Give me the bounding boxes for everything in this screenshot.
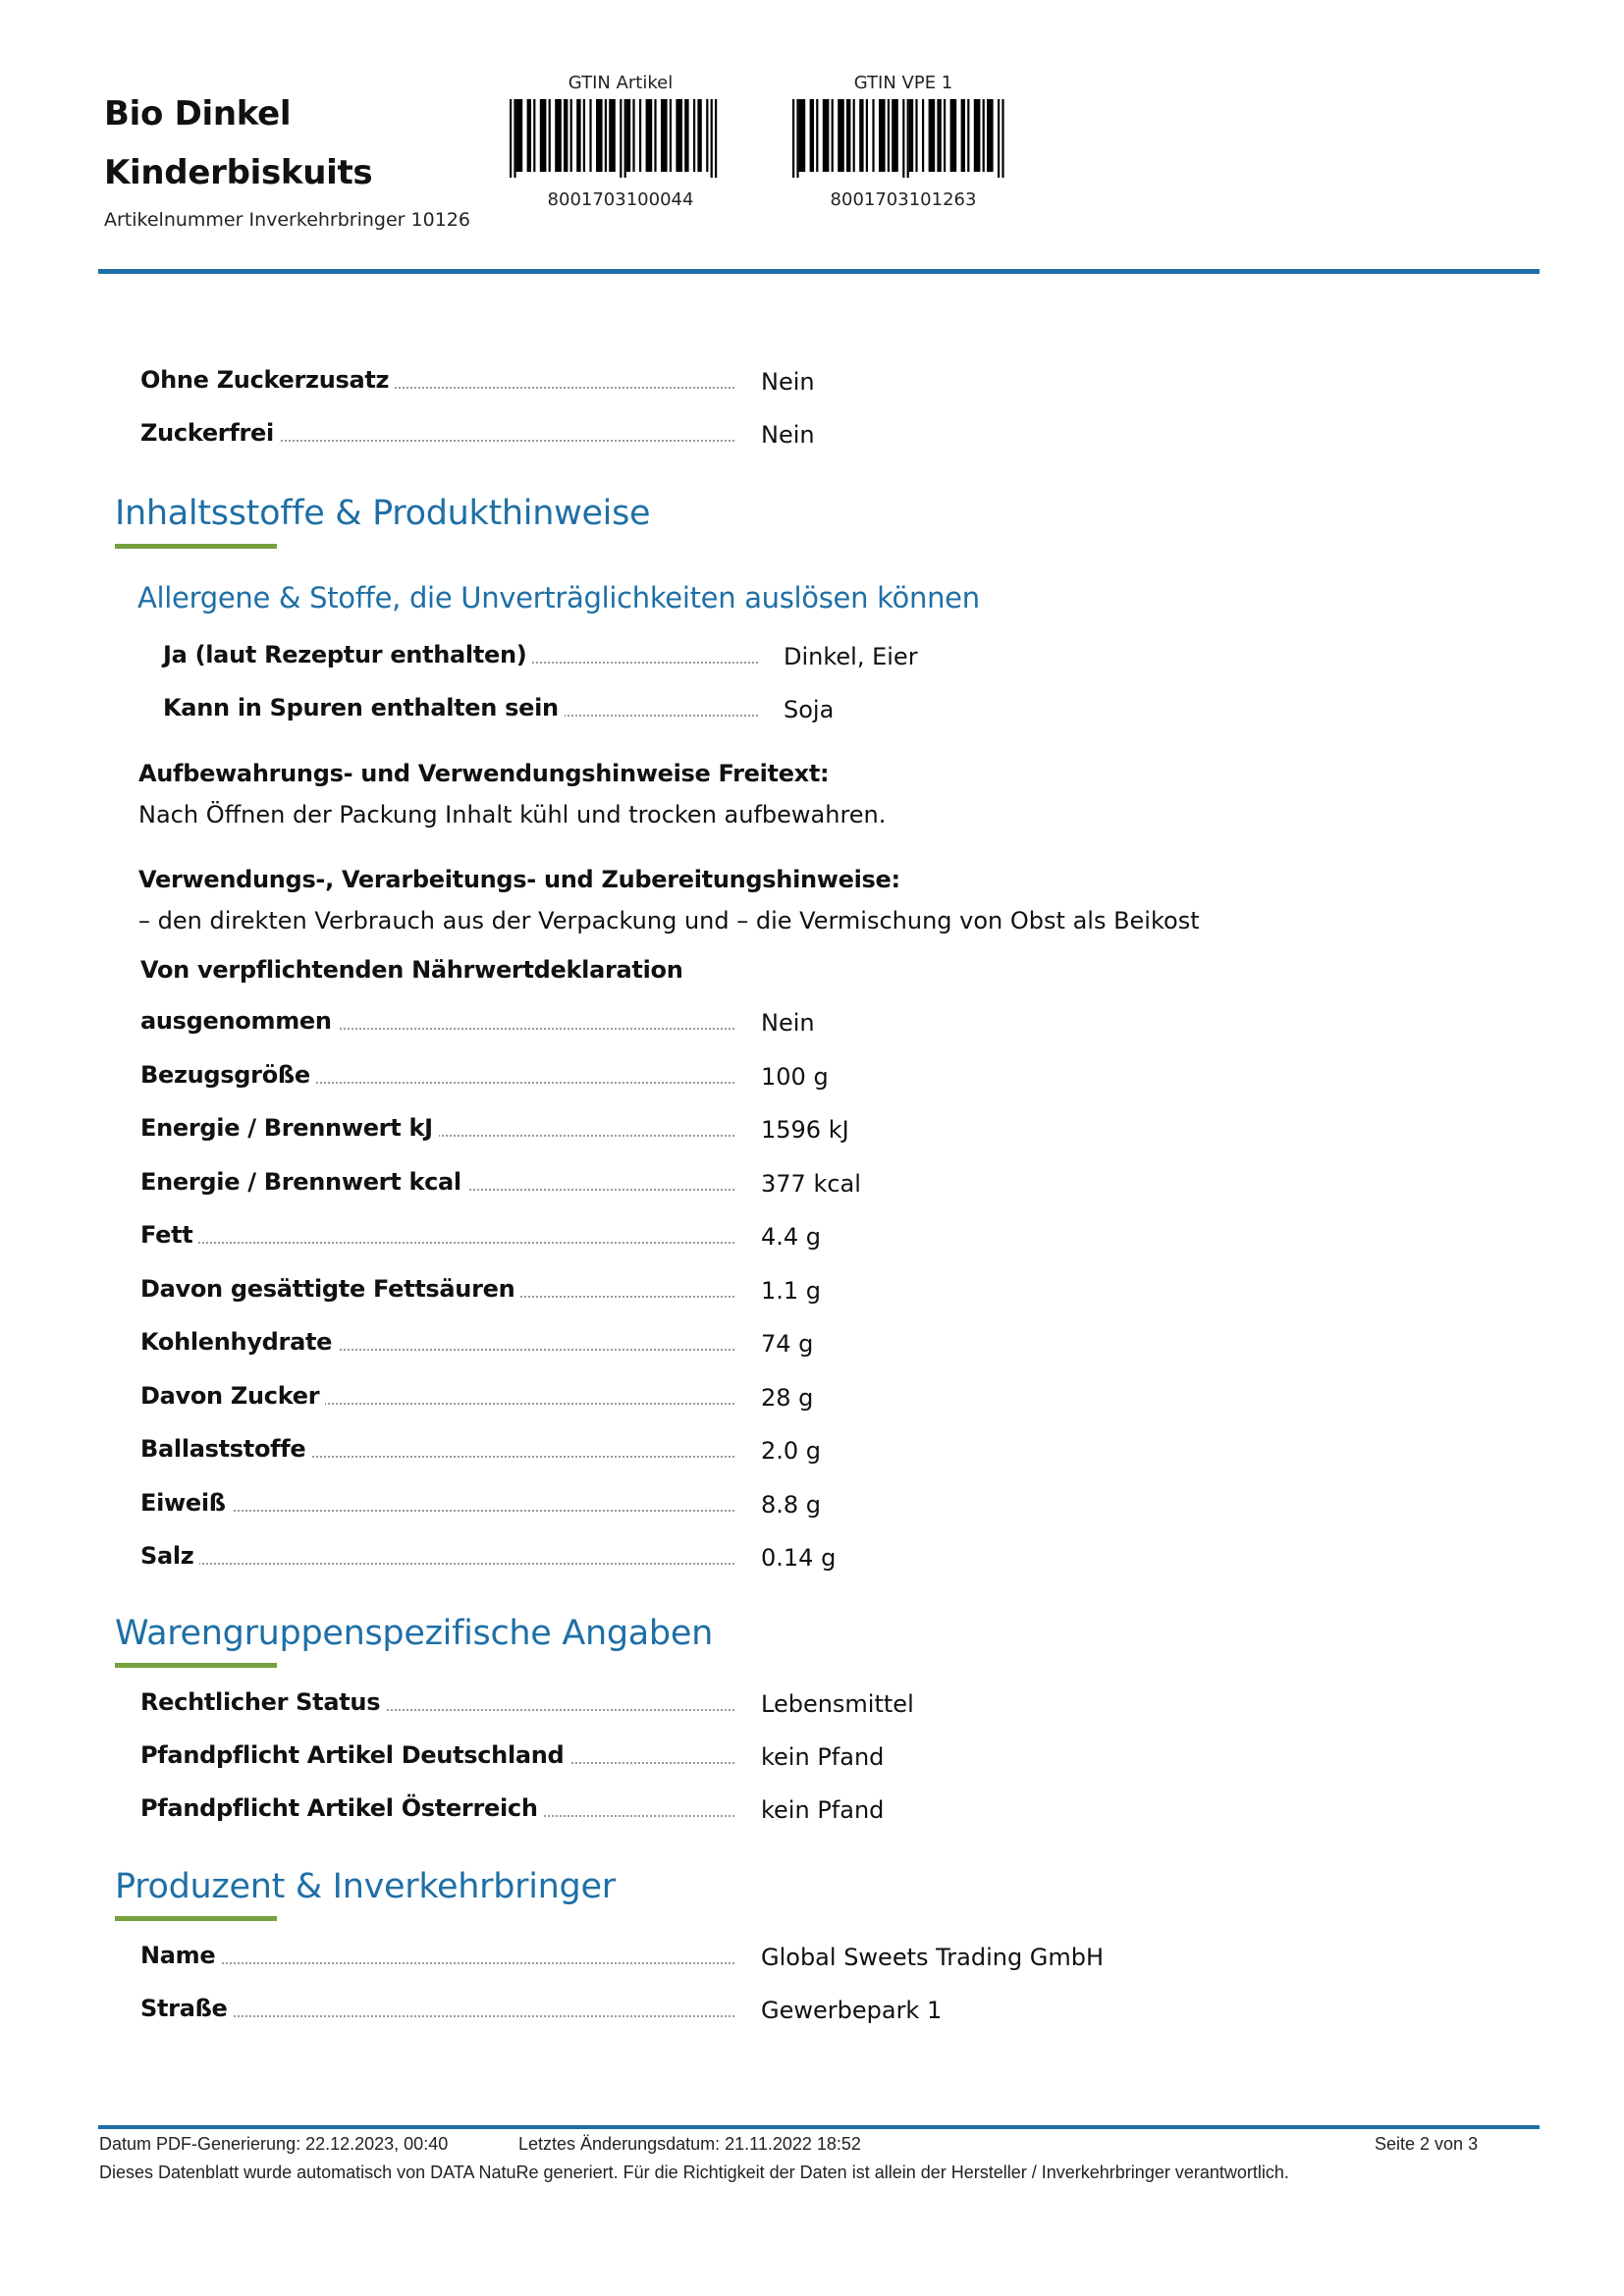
section-accent-bar (115, 1663, 277, 1668)
row-value: 28 g (761, 1383, 814, 1412)
barcode-bar (527, 99, 531, 172)
barcode-bar (549, 99, 551, 172)
row-label: Salz (140, 1542, 199, 1570)
row-value: kein Pfand (761, 1796, 885, 1824)
row-value: Dinkel, Eier (784, 643, 918, 670)
row-label: Energie / Brennwert kJ (140, 1114, 439, 1142)
barcode-bar (605, 99, 607, 172)
barcode-bar (533, 99, 535, 172)
barcode-bar (823, 99, 830, 172)
section-accent-bar (115, 544, 277, 549)
gtin-article-barcode (508, 99, 733, 178)
row-rechtlicher-status (140, 1682, 1122, 1722)
row-value: Lebensmittel (761, 1690, 914, 1718)
barcode-bar (697, 99, 701, 172)
barcode-bar (796, 99, 798, 178)
nutrition-row (140, 1376, 1122, 1415)
barcode-bar (888, 99, 890, 172)
product-title-line-1: Bio Dinkel (104, 94, 292, 133)
barcode-bar (670, 99, 672, 172)
row-label: Kann in Spuren enthalten sein (163, 694, 565, 721)
barcode-bar (711, 99, 713, 178)
nutrition-row (140, 1001, 1122, 1041)
row-ohne-zuckerzusatz (140, 360, 1122, 400)
row-value: 2.0 g (761, 1437, 822, 1465)
barcode-bar (624, 99, 626, 178)
footer-disclaimer: Dieses Datenblatt wurde automatisch von DATA NatuRe generiert. Für die Richtigkeit der Daten ist allein der Hersteller / Inverkehrbringer verantwortlich. (99, 2163, 1289, 2182)
barcode-bar (570, 99, 572, 172)
barcode-bar (987, 99, 994, 172)
barcode-bar (715, 99, 717, 178)
barcode-bar (1001, 99, 1003, 178)
barcode-bar (684, 99, 688, 172)
row-leader-dots (140, 1242, 734, 1244)
gtin-article-number: 8001703100044 (547, 189, 694, 210)
barcode-bar (661, 99, 668, 172)
nutrition-row (140, 1055, 1122, 1095)
usage-text: – den direkten Verbrauch aus der Verpackung und – die Vermischung von Obst als Beikost (138, 907, 1200, 934)
barcode-bar (576, 99, 580, 172)
row-value: 1596 kJ (761, 1116, 849, 1144)
barcode-bar (555, 99, 562, 172)
barcode-bar (909, 99, 913, 172)
barcode-bar (832, 99, 834, 172)
barcode-bar (974, 99, 981, 172)
row-value: 1.1 g (761, 1276, 822, 1305)
barcode-bar (866, 99, 868, 172)
barcode-bar (646, 99, 653, 172)
barcode-bar (596, 99, 603, 172)
gtin-vpe-block (785, 73, 1021, 210)
barcode-bar (853, 99, 855, 172)
row-leader-dots (140, 1962, 734, 1964)
row-label: Name (140, 1942, 221, 1969)
barcode-bar (892, 99, 898, 172)
barcode-bar (626, 99, 630, 172)
row-label: Eiweiß (140, 1489, 232, 1517)
row-value: 74 g (761, 1330, 814, 1358)
nutrition-row (140, 1429, 1122, 1468)
section-accent-bar (115, 1916, 277, 1921)
storage-text: Nach Öffnen der Packung Inhalt kühl und trocken aufbewahren. (138, 801, 887, 828)
row-label: Pfandpflicht Artikel Deutschland (140, 1741, 569, 1769)
row-value: Global Sweets Trading GmbH (761, 1944, 1105, 1971)
gtin-article-label: GTIN Artikel (568, 73, 674, 93)
barcode-bar (514, 99, 515, 178)
row-value: Nein (761, 368, 815, 396)
barcode-bar (632, 99, 634, 172)
row-value: 0.14 g (761, 1544, 837, 1572)
barcode-bar (706, 99, 708, 172)
nutrition-row (140, 1269, 1122, 1308)
row-leader-dots (140, 1563, 734, 1565)
row-label: Davon gesättigte Fettsäuren (140, 1275, 520, 1303)
gtin-vpe-barcode (790, 99, 1016, 178)
section-title-goods: Warengruppenspezifische Angaben (115, 1614, 713, 1653)
barcode-bar (589, 99, 591, 172)
article-number: Artikelnummer Inverkehrbringer 10126 (104, 209, 470, 231)
nutrition-row (140, 1215, 1122, 1255)
gtin-article-block (503, 73, 738, 210)
barcode-bar (609, 99, 616, 172)
row-value: Nein (761, 1009, 815, 1037)
barcode-bar (846, 99, 850, 172)
row-label: ausgenommen (140, 1007, 338, 1035)
product-title-line-2: Kinderbiskuits (104, 153, 373, 192)
row-value: Nein (761, 421, 815, 449)
barcode-bar (937, 99, 941, 172)
barcode-bar (639, 99, 641, 172)
barcode-bar (510, 99, 512, 178)
row-label: Energie / Brennwert kcal (140, 1168, 467, 1196)
barcode-bar (915, 99, 917, 172)
footer-page-number: Seite 2 von 3 (1375, 2134, 1479, 2154)
row-value: 100 g (761, 1062, 829, 1091)
barcode-bar (676, 99, 682, 172)
row-value: Soja (784, 696, 835, 723)
row-producer-name (140, 1936, 1122, 1975)
footer-divider (98, 2125, 1540, 2129)
row-value: Gewerbepark 1 (761, 1997, 943, 2024)
row-label: Kohlenhydrate (140, 1328, 338, 1356)
barcode-bar (967, 99, 969, 172)
barcode-bar (950, 99, 957, 172)
row-pfand-deutschland (140, 1735, 1122, 1775)
barcode-bar (983, 99, 985, 172)
barcode-bar (620, 99, 622, 178)
row-pfand-oesterreich (140, 1789, 1122, 1828)
row-label: Zuckerfrei (140, 419, 280, 447)
row-producer-street (140, 1989, 1122, 2028)
row-value: kein Pfand (761, 1743, 885, 1771)
row-label: Bezugsgröße (140, 1061, 316, 1089)
row-label: Straße (140, 1995, 234, 2022)
footer-generated-date: Datum PDF-Generierung: 22.12.2023, 00:40 (99, 2134, 449, 2154)
barcode-bar (540, 99, 547, 172)
row-value: 377 kcal (761, 1169, 861, 1198)
nutrition-row (140, 1483, 1122, 1522)
nutrition-row (140, 1536, 1122, 1575)
barcode-bar (799, 99, 806, 172)
nutrition-row (140, 1162, 1122, 1201)
barcode-bar (929, 99, 936, 172)
section-title-producer: Produzent & Inverkehrbringer (115, 1867, 616, 1906)
barcode-bar (998, 99, 1000, 178)
barcode-bar (961, 99, 965, 172)
barcode-bar (922, 99, 924, 172)
barcode-bar (879, 99, 886, 172)
row-allergen-spuren (163, 688, 1145, 727)
row-label: Davon Zucker (140, 1382, 325, 1410)
barcode-bar (907, 99, 909, 178)
barcode-bar (693, 99, 695, 172)
row-value: 8.8 g (761, 1490, 822, 1519)
barcode-bar (902, 99, 904, 178)
barcode-bar (792, 99, 794, 178)
barcode-bar (654, 99, 656, 172)
row-label: Ballaststoffe (140, 1435, 311, 1463)
row-value: 4.4 g (761, 1223, 822, 1251)
storage-label: Aufbewahrungs- und Verwendungshinweise Freitext: (138, 760, 830, 787)
row-label: Ohne Zuckerzusatz (140, 366, 395, 394)
subsection-title-allergens: Allergene & Stoffe, die Unverträglichkeiten auslösen können (137, 581, 980, 614)
usage-label: Verwendungs-, Verarbeitungs- und Zubereitungshinweise: (138, 866, 900, 893)
row-allergen-enthalten (163, 635, 1145, 674)
barcode-bar (564, 99, 568, 172)
barcode-bar (516, 99, 523, 172)
nutrition-row (140, 1108, 1122, 1148)
barcode-bar (944, 99, 946, 172)
barcode-bar (872, 99, 874, 172)
row-label: Fett (140, 1221, 198, 1249)
gtin-vpe-number: 8001703101263 (830, 189, 977, 210)
barcode-bar (583, 99, 585, 172)
section-title-ingredients: Inhaltsstoffe & Produkthinweise (115, 494, 651, 533)
barcode-bar (838, 99, 844, 172)
row-label: Ja (laut Rezeptur enthalten) (163, 641, 532, 668)
footer-changed-date: Letztes Änderungsdatum: 21.11.2022 18:52 (518, 2134, 861, 2154)
nutrition-row (140, 1322, 1122, 1362)
barcode-bar (816, 99, 818, 172)
gtin-vpe-label: GTIN VPE 1 (853, 73, 953, 93)
header-divider (98, 269, 1540, 274)
row-label: Rechtlicher Status (140, 1688, 386, 1716)
nutrition-exempt-label: Von verpflichtenden Nährwertdeklaration (140, 956, 683, 984)
row-label: Pfandpflicht Artikel Österreich (140, 1794, 544, 1822)
barcode-bar (810, 99, 814, 172)
barcode-bar (859, 99, 863, 172)
row-zuckerfrei (140, 413, 1122, 453)
